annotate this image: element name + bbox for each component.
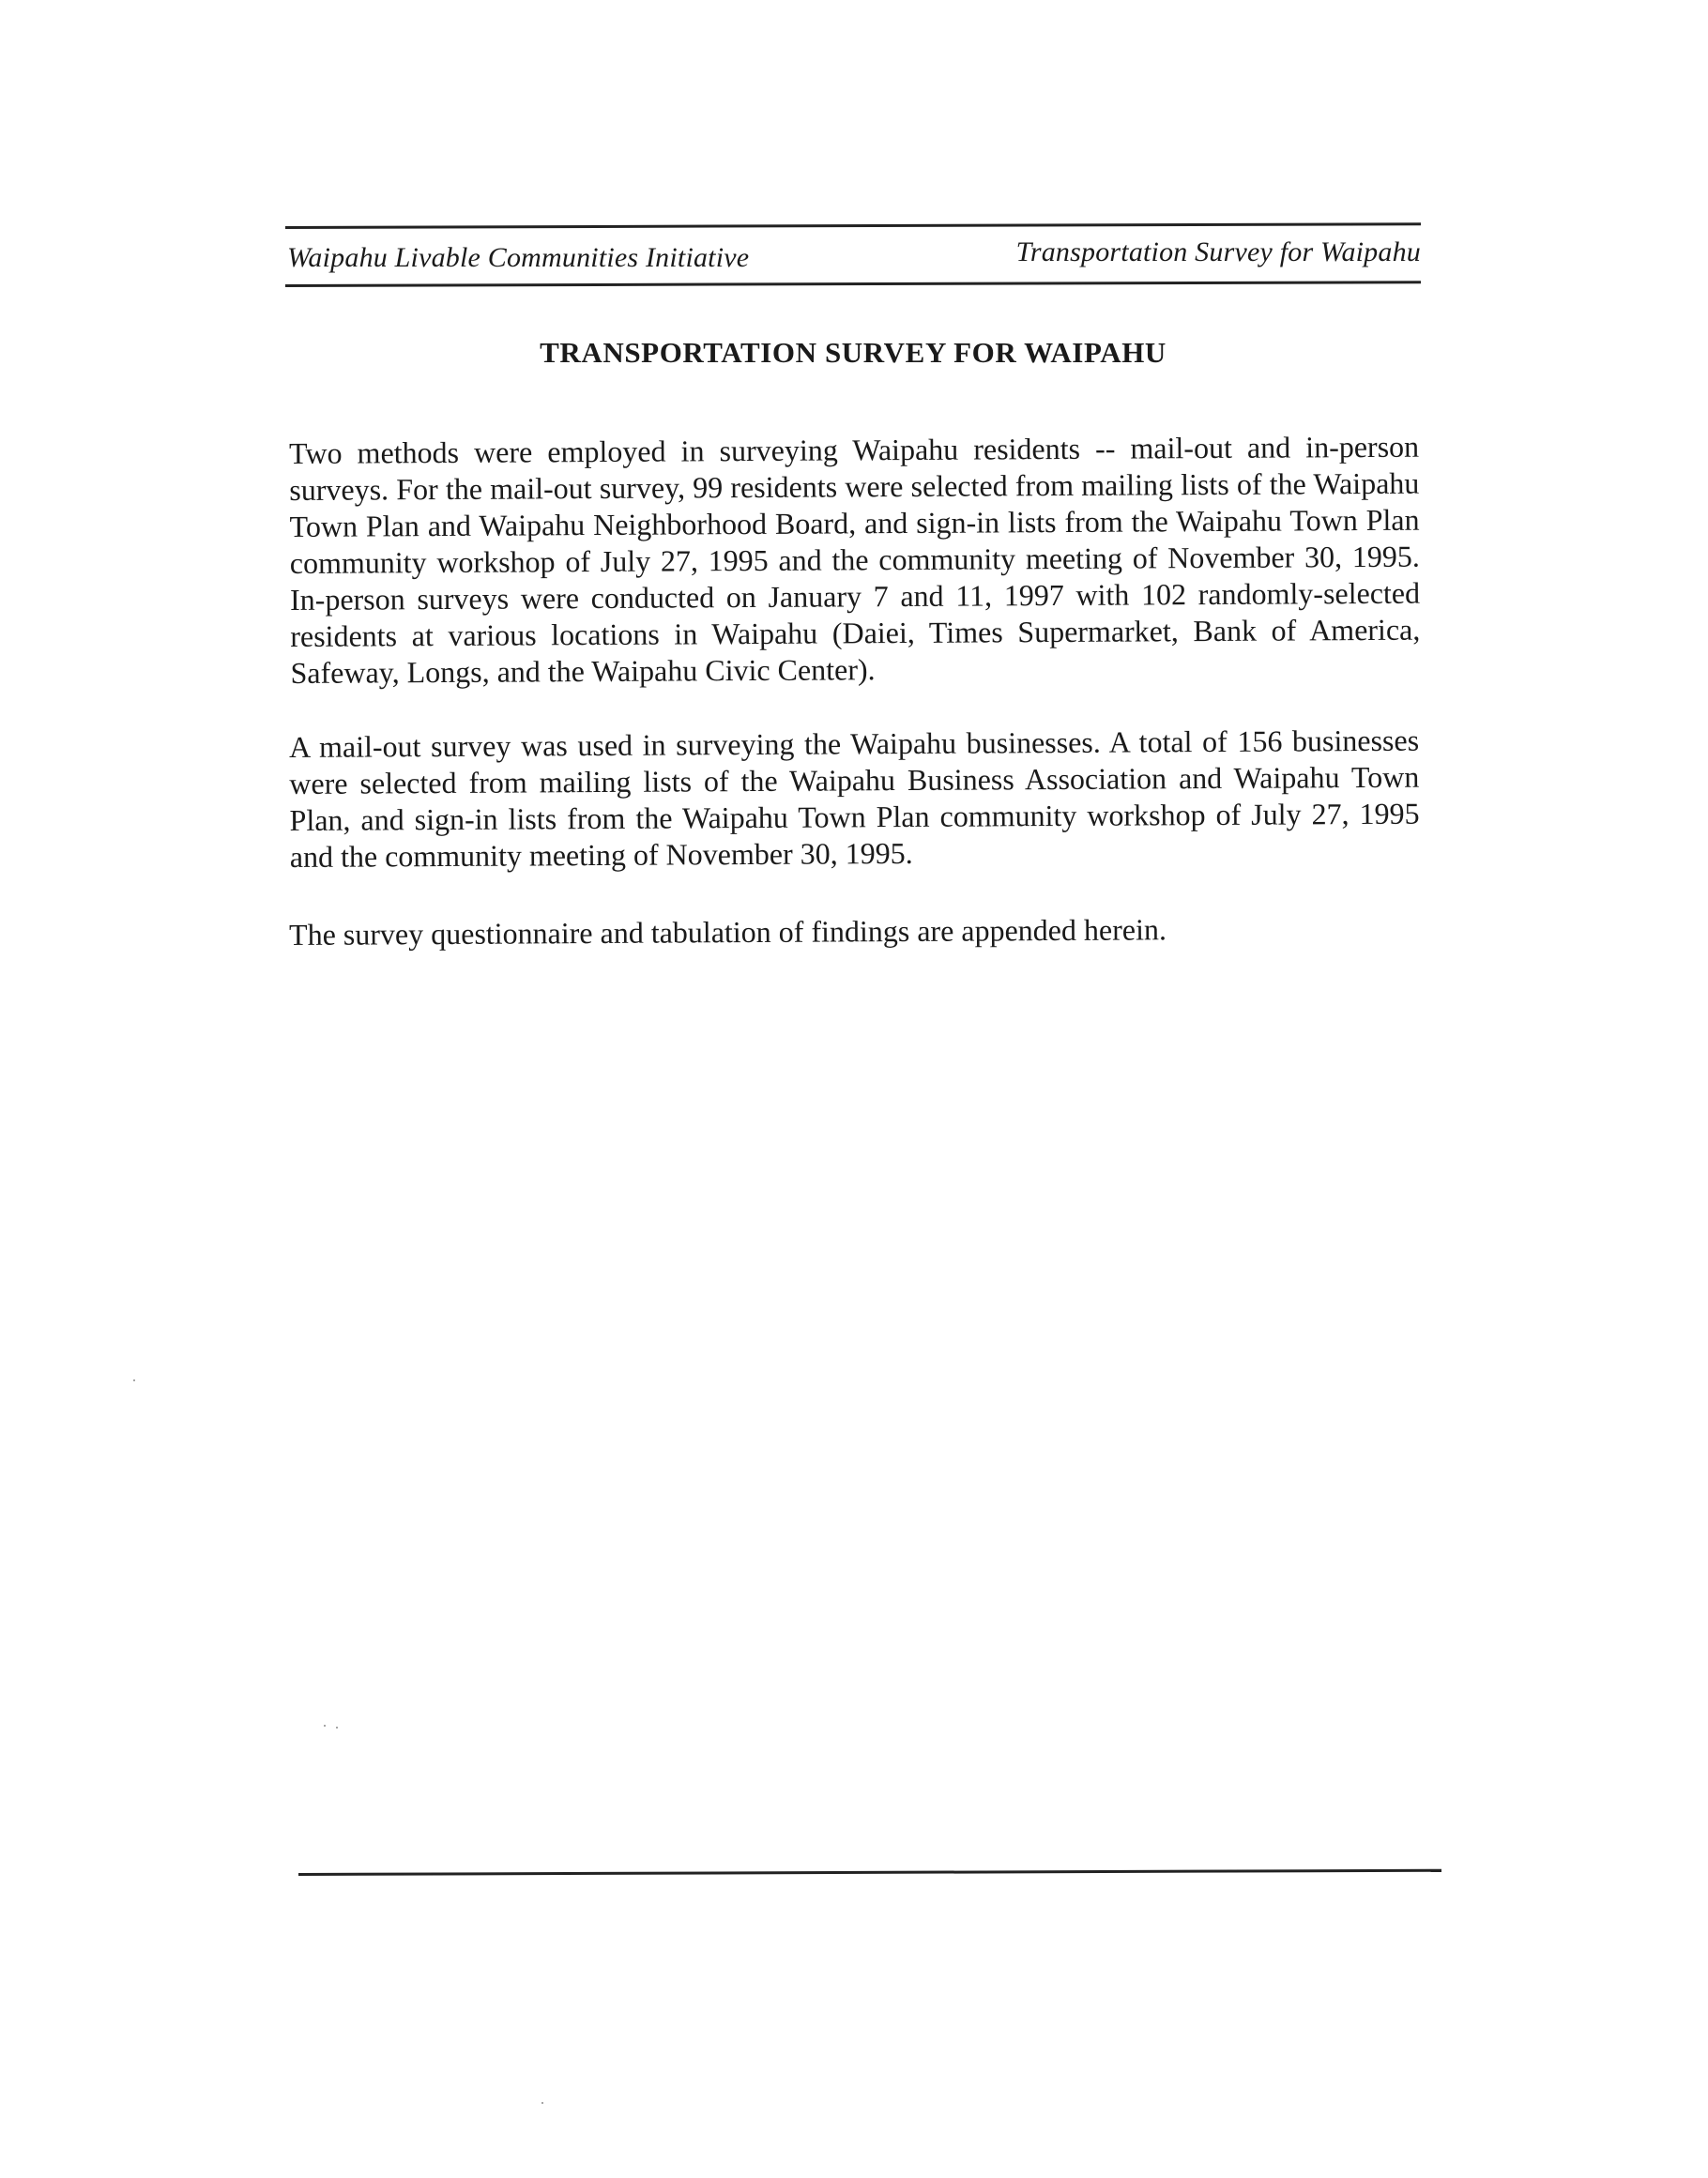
footer-rule — [298, 1869, 1441, 1876]
running-header-right: Transportation Survey for Waipahu — [1015, 236, 1421, 267]
scan-speck — [324, 1725, 326, 1727]
document-title: TRANSPORTATION SURVEY FOR WAIPAHU — [540, 336, 1167, 369]
scan-speck — [336, 1727, 338, 1729]
header-bottom-rule — [285, 281, 1421, 287]
paragraph-residents-survey: Two methods were employed in surveying Waipahu residents -- mail-out and in-person surveys. For the mail-out survey, 99 residents were selected from mailing lists of the Waipahu Town Plan and Waipahu Neighborhood Board, and sign-in lists from the Waipahu Town Plan community workshop of July 27, 1995 and the community meeting of November 30, 1995. In-person surveys were conducted on January 7 and 11, 1997 with 102 randomly-selected residents at various locations in Waipahu (Daiei, Times Supermarket, Bank of America, Safeway, Longs, and the Waipahu Civic Center). — [289, 429, 1421, 690]
header-top-rule — [285, 222, 1421, 229]
paragraph-business-survey: A mail-out survey was used in surveying the Waipahu businesses. A total of 156 businesses were selected from mailing lists of the Waipahu Business Association and Waipahu Town Plan, and sign-in lists from the Waipahu Town Plan community workshop of July 27, 1995 and the community meeting of November 30, 1995. — [289, 723, 1420, 874]
scan-speck — [133, 1379, 135, 1381]
running-header-left: Waipahu Livable Communities Initiative — [287, 242, 750, 273]
paragraph-appendix-note: The survey questionnaire and tabulation of findings are appended herein. — [289, 912, 1167, 952]
scan-speck — [541, 2102, 543, 2104]
